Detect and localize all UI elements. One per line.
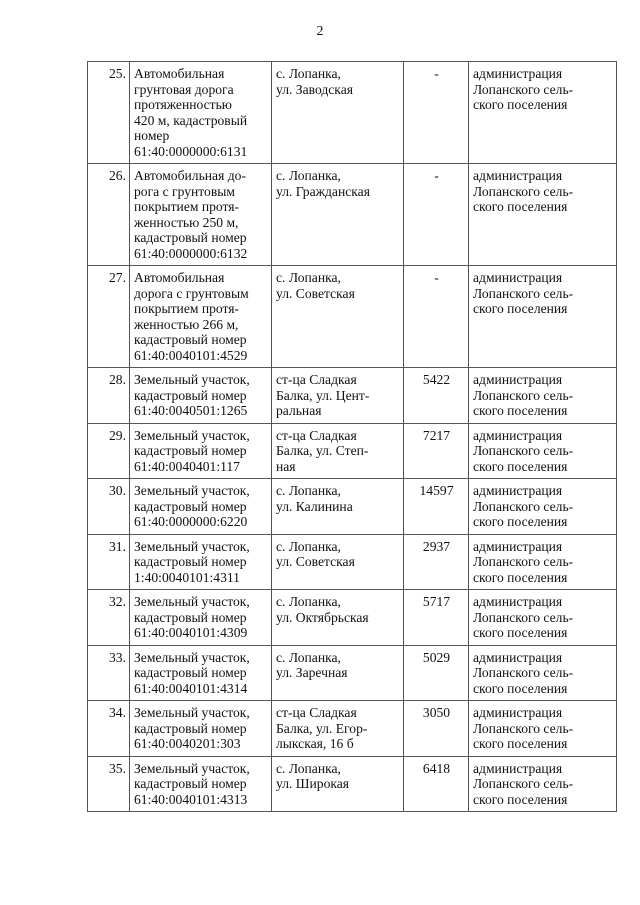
row-number: 32. bbox=[88, 590, 130, 646]
table-row bbox=[88, 266, 617, 368]
object-area: - bbox=[404, 62, 469, 164]
object-name: Земельный участок, кадастровый номер 61:40:0000000:6220 bbox=[130, 479, 272, 535]
object-address: с. Лопанка, ул. Заречная bbox=[272, 645, 404, 701]
table-row bbox=[88, 534, 617, 590]
row-number: 28. bbox=[88, 368, 130, 424]
row-number: 31. bbox=[88, 534, 130, 590]
row-number: 35. bbox=[88, 756, 130, 812]
table-row bbox=[88, 368, 617, 424]
table-row bbox=[88, 701, 617, 757]
object-area: 6418 bbox=[404, 756, 469, 812]
object-address: с. Лопанка, ул. Советская bbox=[272, 266, 404, 368]
object-address: ст-ца Сладкая Балка, ул. Егор- лыкская, 16 б bbox=[272, 701, 404, 757]
table-row bbox=[88, 756, 617, 812]
object-address: с. Лопанка, ул. Калинина bbox=[272, 479, 404, 535]
object-name: Земельный участок, кадастровый номер 61:40:0040401:117 bbox=[130, 423, 272, 479]
table-row bbox=[88, 62, 617, 164]
row-number: 33. bbox=[88, 645, 130, 701]
table-row bbox=[88, 164, 617, 266]
object-owner: администрация Лопанского сель- ского поселения bbox=[469, 590, 617, 646]
row-number: 27. bbox=[88, 266, 130, 368]
object-area: 2937 bbox=[404, 534, 469, 590]
row-number: 25. bbox=[88, 62, 130, 164]
object-area: 7217 bbox=[404, 423, 469, 479]
object-name: Земельный участок, кадастровый номер 1:40:0040101:4311 bbox=[130, 534, 272, 590]
object-address: с. Лопанка, ул. Заводская bbox=[272, 62, 404, 164]
object-address: с. Лопанка, ул. Широкая bbox=[272, 756, 404, 812]
object-owner: администрация Лопанского сель- ского поселения bbox=[469, 701, 617, 757]
object-area: - bbox=[404, 164, 469, 266]
object-area: 5717 bbox=[404, 590, 469, 646]
object-address: ст-ца Сладкая Балка, ул. Степ- ная bbox=[272, 423, 404, 479]
object-name: Земельный участок, кадастровый номер 61:40:0040101:4313 bbox=[130, 756, 272, 812]
table-row bbox=[88, 590, 617, 646]
row-number: 30. bbox=[88, 479, 130, 535]
object-name: Автомобильная дорога с грунтовым покрытием протя- женностью 266 м, кадастровый номер 61:40:0040101:4529 bbox=[130, 266, 272, 368]
object-owner: администрация Лопанского сель- ского поселения bbox=[469, 479, 617, 535]
object-owner: администрация Лопанского сель- ского поселения bbox=[469, 266, 617, 368]
object-address: с. Лопанка, ул. Советская bbox=[272, 534, 404, 590]
property-table bbox=[87, 61, 617, 812]
object-area: 5422 bbox=[404, 368, 469, 424]
object-name: Земельный участок, кадастровый номер 61:40:0040101:4314 bbox=[130, 645, 272, 701]
object-owner: администрация Лопанского сель- ского поселения bbox=[469, 368, 617, 424]
object-name: Автомобильная до- рога с грунтовым покрытием протя- женностью 250 м, кадастровый номер 61:40:0000000:6132 bbox=[130, 164, 272, 266]
row-number: 26. bbox=[88, 164, 130, 266]
object-owner: администрация Лопанского сель- ского поселения bbox=[469, 534, 617, 590]
table-row bbox=[88, 479, 617, 535]
object-owner: администрация Лопанского сель- ского поселения bbox=[469, 423, 617, 479]
object-owner: администрация Лопанского сель- ского поселения bbox=[469, 164, 617, 266]
object-name: Автомобильная грунтовая дорога протяженностью 420 м, кадастровый номер 61:40:0000000:6131 bbox=[130, 62, 272, 164]
row-number: 34. bbox=[88, 701, 130, 757]
property-table-body bbox=[88, 62, 617, 812]
object-owner: администрация Лопанского сель- ского поселения bbox=[469, 645, 617, 701]
object-name: Земельный участок, кадастровый номер 61:40:0040201:303 bbox=[130, 701, 272, 757]
object-area: 3050 bbox=[404, 701, 469, 757]
object-address: с. Лопанка, ул. Октябрьская bbox=[272, 590, 404, 646]
row-number: 29. bbox=[88, 423, 130, 479]
table-row bbox=[88, 645, 617, 701]
object-name: Земельный участок, кадастровый номер 61:40:0040101:4309 bbox=[130, 590, 272, 646]
object-address: ст-ца Сладкая Балка, ул. Цент- ральная bbox=[272, 368, 404, 424]
object-area: 5029 bbox=[404, 645, 469, 701]
object-owner: администрация Лопанского сель- ского поселения bbox=[469, 756, 617, 812]
page-number: 2 bbox=[316, 24, 324, 39]
object-name: Земельный участок, кадастровый номер 61:40:0040501:1265 bbox=[130, 368, 272, 424]
object-owner: администрация Лопанского сель- ского поселения bbox=[469, 62, 617, 164]
object-address: с. Лопанка, ул. Гражданская bbox=[272, 164, 404, 266]
table-row bbox=[88, 423, 617, 479]
object-area: - bbox=[404, 266, 469, 368]
object-area: 14597 bbox=[404, 479, 469, 535]
